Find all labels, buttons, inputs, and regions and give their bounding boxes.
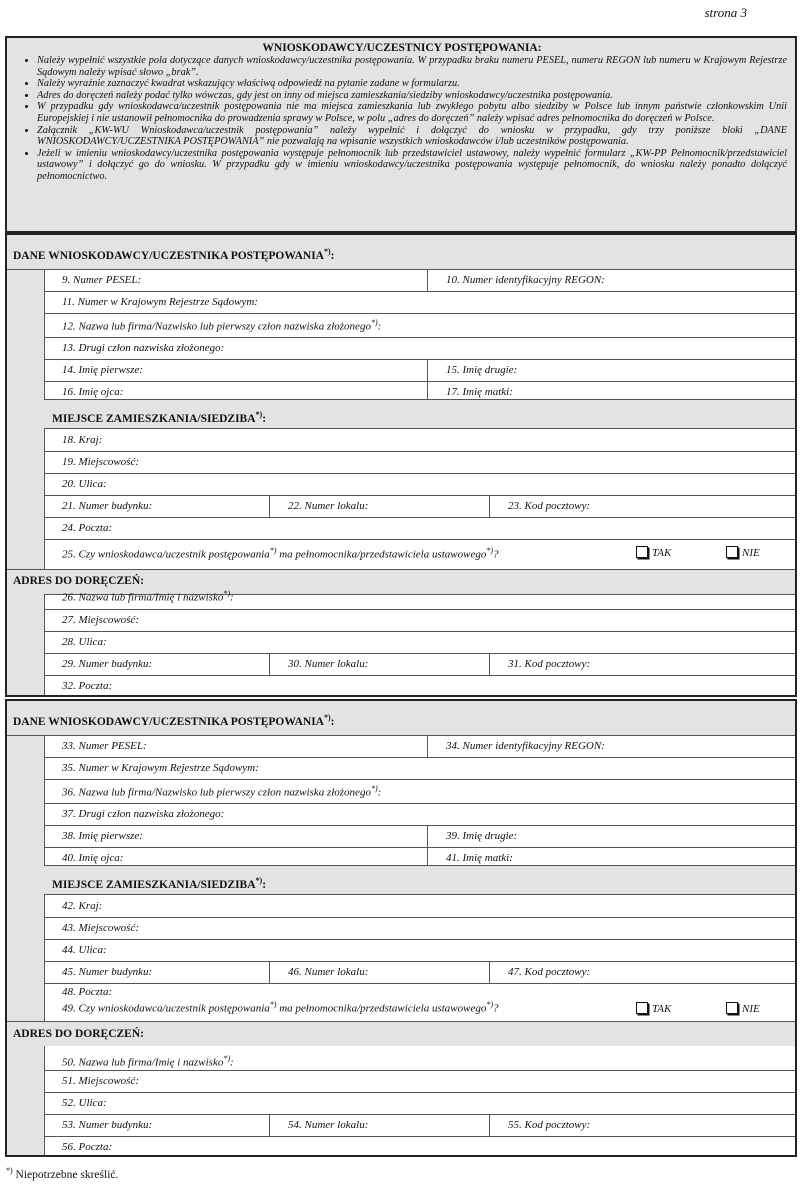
- residence-header: MIEJSCE ZAMIESZKANIA/SIEDZIBA*):: [44, 865, 795, 895]
- field-40-father-name[interactable]: 40. Imię ojca:: [62, 852, 124, 864]
- field-34-regon[interactable]: 34. Numer identyfikacyjny REGON:: [427, 735, 795, 757]
- yes-checkbox-25[interactable]: TAK: [636, 546, 671, 559]
- field-43-locality[interactable]: 43. Miejscowość:: [62, 922, 139, 934]
- field-39-second-name[interactable]: 39. Imię drugie:: [427, 825, 795, 847]
- field-48-post-office[interactable]: 48. Poczta:: [62, 986, 113, 998]
- left-gutter: [7, 1046, 45, 1155]
- field-23-postal-code[interactable]: 23. Kod pocztowy:: [489, 495, 795, 517]
- field-46-apartment[interactable]: 46. Numer lokalu:: [269, 961, 489, 983]
- field-47-postal-code[interactable]: 47. Kod pocztowy:: [489, 961, 795, 983]
- instruction-item: • W przypadku gdy wnioskodawca/uczestnik postępowania nie ma miejsca zamieszkania lub zwykłego pobytu albo siedziby w Polsce lub innym państwie członkowskim Unii Europejskiej i nie ustanowił pełnomocnika do prowadzenia sprawy w Polsce, w polu „adres do doręczeń” należy wpisać adres pełnomocnika do doręczeń w Polsce.: [37, 101, 787, 124]
- field-22-apartment[interactable]: 22. Numer lokalu:: [269, 495, 489, 517]
- residence-header: MIEJSCE ZAMIESZKANIA/SIEDZIBA*):: [44, 399, 795, 429]
- instruction-item: • Adres do doręczeń należy podać tylko wówczas, gdy jest on inny od miejsca zamieszkania/siedziby wnioskodawcy/uczestnika postępowania.: [37, 90, 787, 102]
- left-gutter: [7, 269, 45, 570]
- field-54-apartment[interactable]: 54. Numer lokalu:: [269, 1114, 489, 1136]
- field-42-country[interactable]: 42. Kraj:: [62, 900, 103, 912]
- field-30-apartment[interactable]: 30. Numer lokalu:: [269, 653, 489, 675]
- applicant-data-header: DANE WNIOSKODAWCY/UCZESTNIKA POSTĘPOWANIA*):: [7, 701, 795, 735]
- field-55-postal-code[interactable]: 55. Kod pocztowy:: [489, 1114, 795, 1136]
- checkbox-icon: [726, 1002, 738, 1014]
- field-9-pesel[interactable]: 9. Numer PESEL:: [62, 274, 142, 286]
- field-16-father-name[interactable]: 16. Imię ojca:: [62, 386, 124, 398]
- field-17-mother-name[interactable]: 17. Imię matki:: [427, 381, 795, 403]
- no-checkbox-49[interactable]: NIE: [726, 1002, 760, 1015]
- field-25-question: 25. Czy wnioskodawca/uczestnik postępowania*) ma pełnomocnika/przedstawiciela ustawowego*)?: [62, 546, 499, 561]
- field-33-pesel[interactable]: 33. Numer PESEL:: [62, 740, 147, 752]
- field-41-mother-name[interactable]: 41. Imię matki:: [427, 847, 795, 869]
- instruction-item: • Jeżeli w imieniu wnioskodawcy/uczestnika postępowania występuje pełnomocnik lub przedstawiciel ustawowy, należy wypełnić formularz „KW-PP Pełnomocnik/przedstawiciel ustawowy” i dołączyć go do wniosku. W przypadku gdy w imieniu wnioskodawcy/uczestnika postępowania występuje pełnomocnik, do wniosku należy ponadto dołączyć pełnomocnictwo.: [37, 148, 787, 183]
- field-51-locality[interactable]: 51. Miejscowość:: [62, 1075, 139, 1087]
- field-29-building[interactable]: 29. Numer budynku:: [62, 658, 153, 670]
- field-18-country[interactable]: 18. Kraj:: [62, 434, 103, 446]
- no-checkbox-25[interactable]: NIE: [726, 546, 760, 559]
- field-21-building[interactable]: 21. Numer budynku:: [62, 500, 153, 512]
- row-pesel-regon: [44, 269, 795, 292]
- field-12-name[interactable]: 12. Nazwa lub firma/Nazwisko lub pierwszy człon nazwiska złożonego*):: [62, 318, 382, 333]
- field-49-question: 49. Czy wnioskodawca/uczestnik postępowania*) ma pełnomocnika/przedstawiciela ustawowego*)?: [62, 1000, 499, 1015]
- field-32-post-office[interactable]: 32. Poczta:: [62, 680, 113, 692]
- field-15-second-name[interactable]: 15. Imię drugie:: [427, 359, 795, 381]
- checkbox-icon: [636, 546, 648, 558]
- applicant-data-header: DANE WNIOSKODAWCY/UCZESTNIKA POSTĘPOWANIA*):: [7, 235, 795, 269]
- footnote: *) Niepotrzebne skreślić.: [6, 1166, 119, 1181]
- applicant-block-1: [5, 233, 797, 697]
- field-20-street[interactable]: 20. Ulica:: [62, 478, 107, 490]
- field-24-post-office[interactable]: 24. Poczta:: [62, 522, 113, 534]
- field-14-first-name[interactable]: 14. Imię pierwsze:: [62, 364, 143, 376]
- field-37-second-surname[interactable]: 37. Drugi człon nazwiska złożonego:: [62, 808, 225, 820]
- field-36-name[interactable]: 36. Nazwa lub firma/Nazwisko lub pierwszy człon nazwiska złożonego*):: [62, 784, 382, 799]
- field-35-krs[interactable]: 35. Numer w Krajowym Rejestrze Sądowym:: [62, 762, 259, 774]
- instruction-item: • Załącznik „KW-WU Wnioskodawca/uczestnik postępowania” należy wypełnić i dołączyć do wniosku w przypadku, gdy trzy poniższe bloki „DANE WNIOSKODAWCY/UCZESTNIKA POSTĘPOWANIA” nie pozwalają na wpisanie wszystkich wnioskodawców i/lub uczestników postępowania.: [37, 125, 787, 148]
- instruction-item: • Należy wyraźnie zaznaczyć kwadrat wskazujący właściwą odpowiedź na pytanie zadane w formularzu.: [37, 78, 787, 90]
- left-gutter: [7, 594, 45, 695]
- field-50-name[interactable]: 50. Nazwa lub firma/Imię i nazwisko*):: [62, 1054, 234, 1069]
- left-gutter: [7, 735, 45, 1022]
- yes-checkbox-49[interactable]: TAK: [636, 1002, 671, 1015]
- delivery-address-header: ADRES DO DORĘCZEŃ:: [7, 1022, 795, 1046]
- field-10-regon[interactable]: 10. Numer identyfikacyjny REGON:: [427, 269, 795, 291]
- checkbox-icon: [726, 546, 738, 558]
- checkbox-icon: [636, 1002, 648, 1014]
- instructions-box: [5, 36, 797, 233]
- field-26-name[interactable]: 26. Nazwa lub firma/Imię i nazwisko*):: [62, 589, 234, 604]
- field-45-building[interactable]: 45. Numer budynku:: [62, 966, 153, 978]
- delivery-address-header: ADRES DO DORĘCZEŃ:: [7, 570, 795, 594]
- field-31-postal-code[interactable]: 31. Kod pocztowy:: [489, 653, 795, 675]
- instructions-list: [17, 55, 787, 183]
- field-53-building[interactable]: 53. Numer budynku:: [62, 1119, 153, 1131]
- field-56-post-office[interactable]: 56. Poczta:: [62, 1141, 113, 1153]
- field-19-locality[interactable]: 19. Miejscowość:: [62, 456, 139, 468]
- field-28-street[interactable]: 28. Ulica:: [62, 636, 107, 648]
- instructions-title: WNIOSKODAWCY/UCZESTNICY POSTĘPOWANIA:: [262, 42, 542, 54]
- instruction-item: • Należy wypełnić wszystkie pola dotyczące danych wnioskodawcy/uczestnika postępowania. W przypadku braku numeru PESEL, numeru REGON lub numeru w Krajowym Rejestrze Sądowym należy wpisać słowo „brak”.: [37, 55, 787, 78]
- field-13-second-surname[interactable]: 13. Drugi człon nazwiska złożonego:: [62, 342, 225, 354]
- field-11-krs[interactable]: 11. Numer w Krajowym Rejestrze Sądowym:: [62, 296, 258, 308]
- field-44-street[interactable]: 44. Ulica:: [62, 944, 107, 956]
- field-38-first-name[interactable]: 38. Imię pierwsze:: [62, 830, 143, 842]
- applicant-block-2: [5, 699, 797, 1157]
- page-number: strona 3: [704, 5, 747, 20]
- field-27-locality[interactable]: 27. Miejscowość:: [62, 614, 139, 626]
- field-52-street[interactable]: 52. Ulica:: [62, 1097, 107, 1109]
